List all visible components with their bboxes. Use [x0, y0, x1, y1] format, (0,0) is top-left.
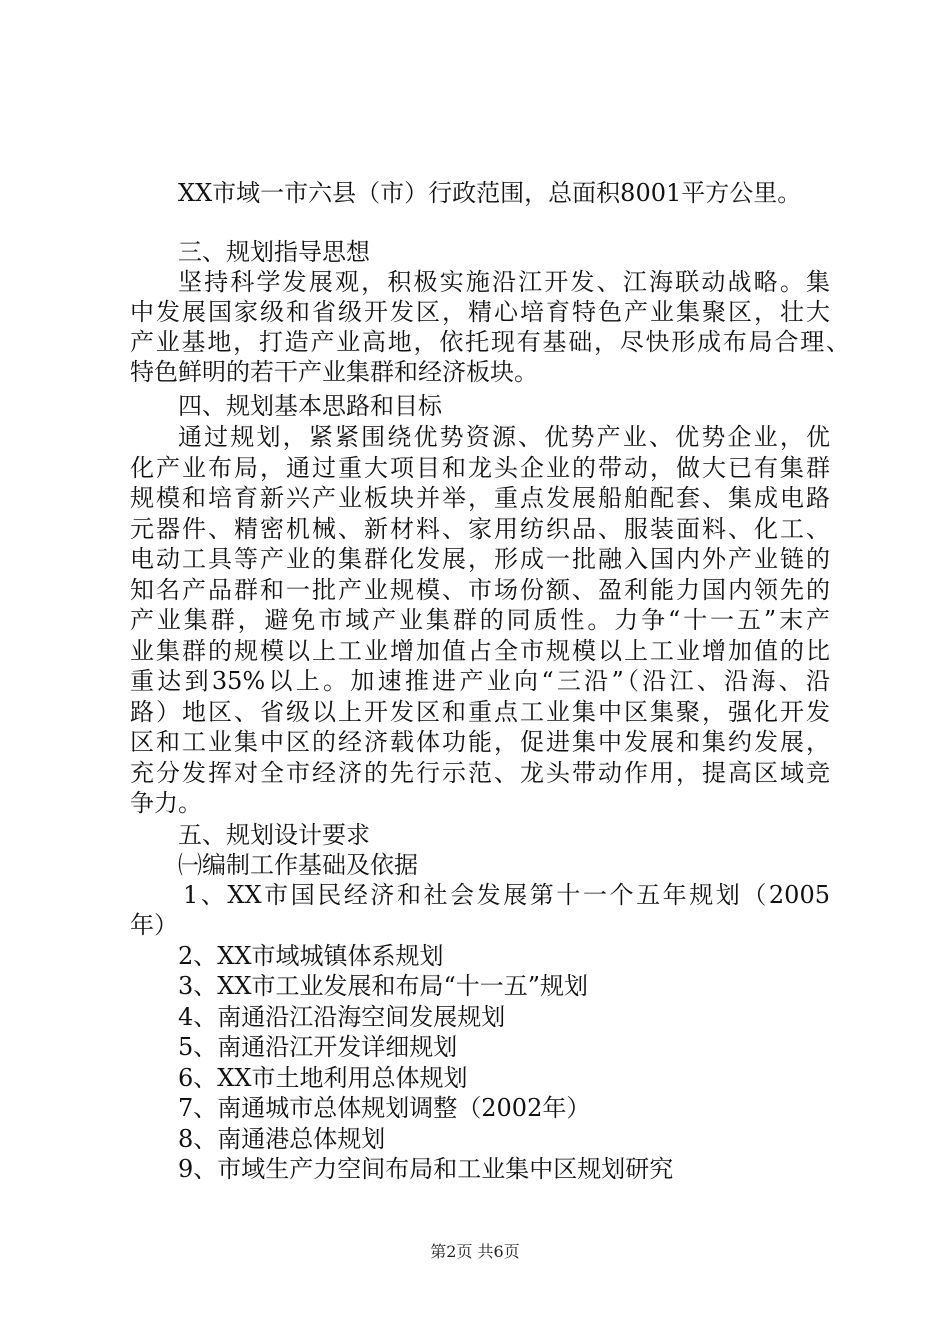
list-item: 1、XX市国民经济和社会发展第十一个五年规划（2005 [183, 881, 830, 909]
list-item: 2、XX市域城镇体系规划 [178, 942, 444, 970]
paragraph-line: 中发展国家级和省级开发区，精心培育特色产业集聚区，壮大 [130, 298, 830, 326]
list-item: 6、XX市土地利用总体规划 [178, 1064, 468, 1092]
paragraph-line: 通过规划，紧紧围绕优势资源、优势产业、优势企业，优 [178, 423, 830, 451]
list-item: 9、市域生产力空间布局和工业集中区规划研究 [178, 1155, 674, 1183]
paragraph-line: 电动工具等产业的集群化发展，形成一批融入国内外产业链的 [130, 545, 830, 573]
paragraph-line: 重达到35%以上。加速推进产业向“三沿”（沿江、沿海、沿 [130, 667, 830, 695]
paragraph-line: 知名产品群和一批产业规模、市场份额、盈利能力国内领先的 [130, 576, 830, 604]
paragraph-line: 区和工业集中区的经济载体功能，促进集中发展和集约发展， [130, 728, 830, 756]
paragraph-line: 特色鲜明的若干产业集群和经济板块。 [130, 358, 538, 386]
section-heading-3: 三、规划指导思想 [178, 238, 370, 266]
list-item: 3、XX市工业发展和布局“十一五”规划 [178, 972, 588, 1000]
section-heading-5: 五、规划设计要求 [178, 821, 370, 849]
page-number-footer: 第2页 共6页 [430, 1242, 520, 1261]
list-item: 5、南通沿江开发详细规划 [178, 1033, 458, 1061]
paragraph-line: 业集群的规模以上工业增加值占全市规模以上工业增加值的比 [130, 637, 830, 665]
section-heading-4: 四、规划基本思路和目标 [178, 392, 442, 420]
scope-line: XX市域一市六县（市）行政范围，总面积8001平方公里。 [178, 179, 802, 207]
paragraph-line: 路）地区、省级以上开发区和重点工业集中区集聚，强化开发 [130, 698, 830, 726]
paragraph-line: 规模和培育新兴产业板块并举，重点发展船舶配套、集成电路 [130, 484, 830, 512]
paragraph-line: 产业基地，打造产业高地，依托现有基础，尽快形成布局合理、 [130, 328, 850, 356]
paragraph-line: 化产业布局，通过重大项目和龙头企业的带动，做大已有集群 [130, 454, 830, 482]
list-item: 7、南通城市总体规划调整（2002年） [178, 1094, 591, 1122]
paragraph-line: 坚持科学发展观，积极实施沿江开发、江海联动战略。集 [178, 268, 830, 296]
paragraph-line: 充分发挥对全市经济的先行示范、龙头带动作用，提高区域竞 [130, 759, 830, 787]
paragraph-line: 产业集群，避免市域产业集群的同质性。力争“十一五”末产 [130, 606, 830, 634]
paragraph-line: 争力。 [130, 789, 202, 817]
list-item: 8、南通港总体规划 [178, 1125, 386, 1153]
list-item: 4、南通沿江沿海空间发展规划 [178, 1003, 506, 1031]
paragraph-line: 元器件、精密机械、新材料、家用纺织品、服装面料、化工、 [130, 515, 830, 543]
list-item-continuation: 年） [130, 911, 178, 939]
sub-heading: ㈠编制工作基础及依据 [178, 851, 418, 879]
